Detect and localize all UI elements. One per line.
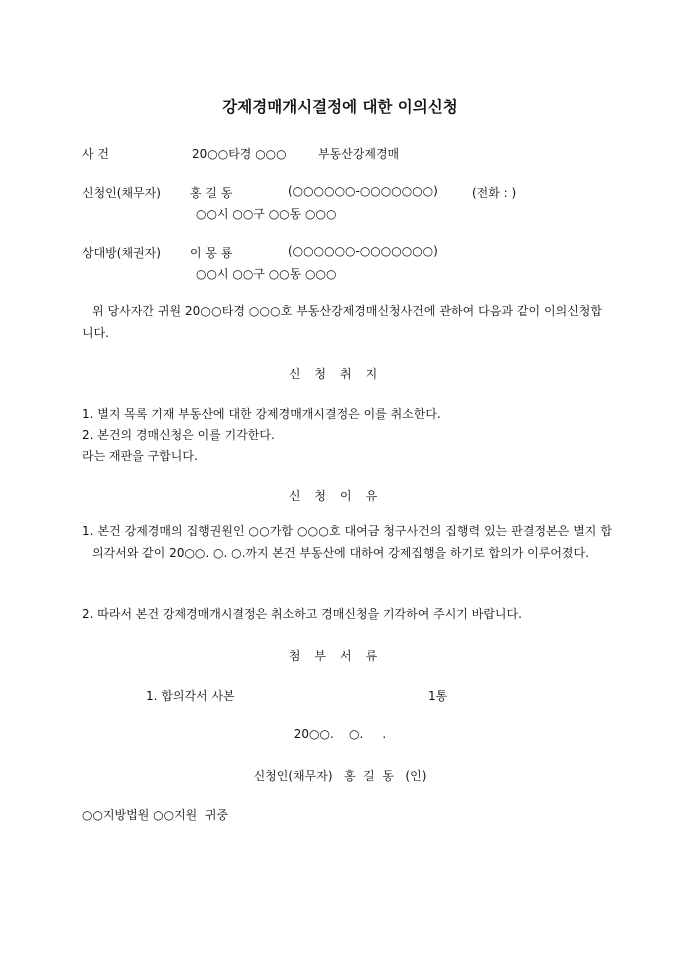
document-title: 강제경매개시결정에 대한 이의신청 bbox=[222, 98, 458, 116]
attachment-name: 1. 합의각서 사본 bbox=[146, 689, 235, 703]
purpose-heading: 신청취지 bbox=[288, 367, 392, 381]
case-name: 부동산강제경매 bbox=[318, 147, 400, 161]
reasons-heading: 신청이유 bbox=[288, 489, 392, 503]
attachment-count: 1통 bbox=[428, 689, 448, 703]
respondent-label: 상대방(채권자) bbox=[82, 246, 161, 260]
intro-paragraph: 위 당사자간 귀원 20○○타경 ○○○호 부동산강제경매신청사건에 관하여 다음과 같이 이의신청합니다. bbox=[82, 304, 602, 340]
applicant-id: (○○○○○○-○○○○○○○) bbox=[288, 184, 438, 198]
applicant-label: 신청인(채무자) bbox=[82, 186, 161, 200]
reason-item: 1. 본건 강제경매의 집행권원인 ○○가합 ○○○호 대여금 청구사건의 집행력 있는 판결정본은 별지 합의각서와 같이 20○○. ○. ○.까지 본건 부동산에 대하여 강제집행을 하기로 합의가 이루어졌다. bbox=[82, 524, 612, 560]
purpose-item: 1. 별지 목록 기재 부동산에 대한 강제경매개시결정은 이를 취소한다. bbox=[82, 407, 441, 421]
reason-item: 2. 따라서 본건 강제경매개시결정은 취소하고 경매신청을 기각하여 주시기 바랍니다. bbox=[82, 607, 522, 621]
document-date: 20○○. ○. . bbox=[293, 727, 387, 741]
case-label: 사 건 bbox=[82, 147, 109, 161]
applicant-name: 홍 길 동 bbox=[190, 186, 233, 200]
respondent-name: 이 몽 룡 bbox=[190, 246, 233, 260]
purpose-item: 2. 본건의 경매신청은 이를 기각한다. bbox=[82, 428, 275, 442]
case-number: 20○○타경 ○○○ bbox=[192, 147, 287, 161]
attachments-heading: 첨부서류 bbox=[288, 649, 392, 663]
purpose-closing: 라는 재판을 구합니다. bbox=[82, 449, 198, 463]
applicant-address: ○○시 ○○구 ○○동 ○○○ bbox=[196, 207, 337, 221]
applicant-phone: (전화 : ) bbox=[472, 186, 517, 200]
court-addressee: ○○지방법원 ○○지원 귀중 bbox=[82, 808, 229, 822]
signature-line: 신청인(채무자) 홍 길 동 (인) bbox=[253, 769, 427, 783]
respondent-id: (○○○○○○-○○○○○○○) bbox=[288, 244, 438, 258]
respondent-address: ○○시 ○○구 ○○동 ○○○ bbox=[196, 267, 337, 281]
